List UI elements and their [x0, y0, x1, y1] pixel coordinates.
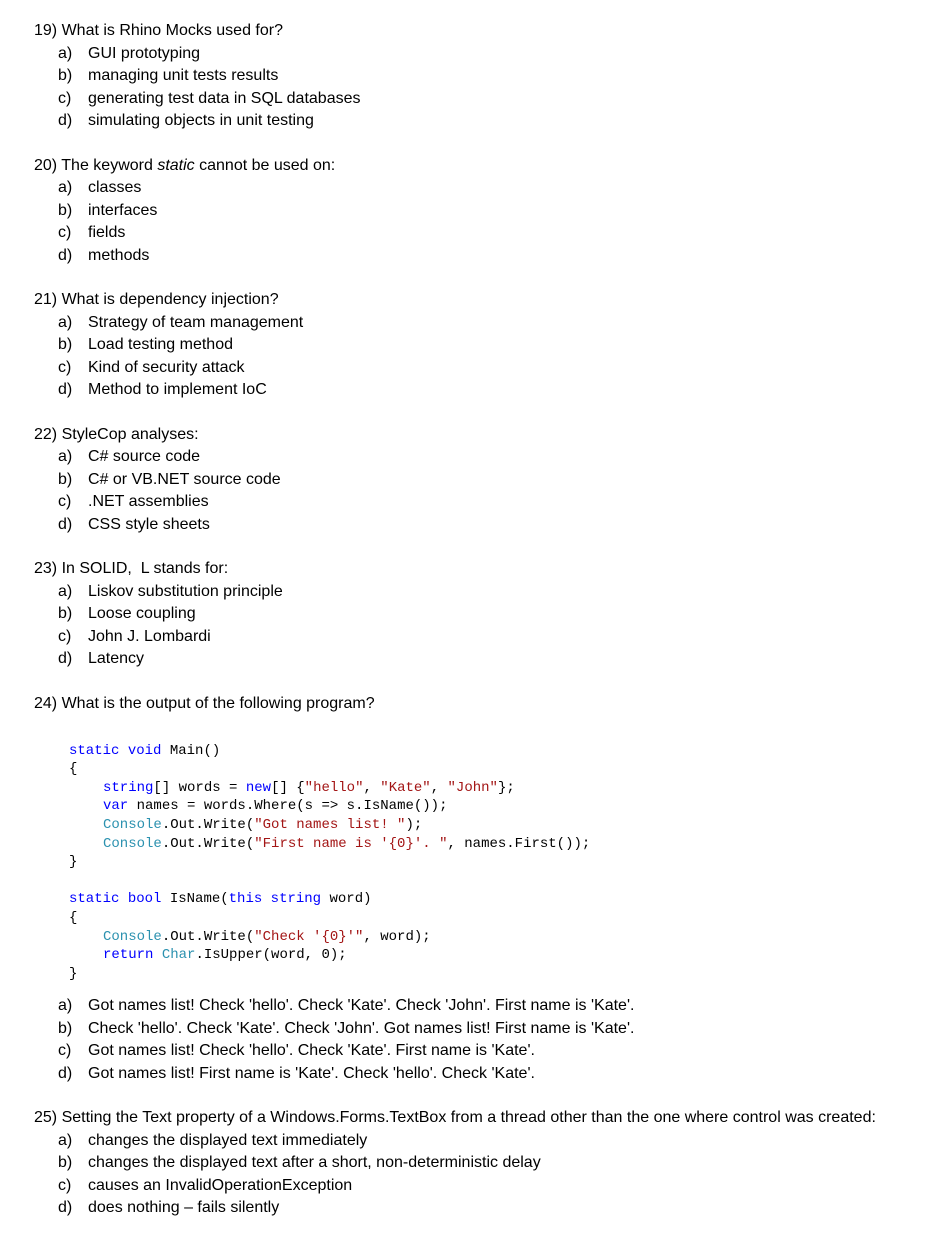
option-b: b) managing unit tests results — [58, 67, 279, 84]
keyword-static: static — [157, 156, 195, 174]
option-b: b) interfaces — [58, 201, 158, 219]
question-21 — [34, 289, 914, 402]
option-d: d) simulating objects in unit testing — [58, 112, 314, 129]
question-title: 25) Setting the Text property of a Windows.Forms.TextBox from a thread other than the one where control was created: — [34, 1109, 876, 1127]
option-c: c) Got names list! Check 'hello'. Check 'Kate'. First name is 'Kate'. — [58, 1042, 535, 1060]
option-c: c) John J. Lombardi — [58, 627, 211, 645]
option-a: a) classes — [58, 179, 142, 196]
question-title: 20) The keyword static cannot be used on: — [34, 156, 336, 174]
question-22 — [34, 424, 914, 537]
option-list — [34, 581, 914, 671]
option-d: d) Got names list! First name is 'Kate'. Check 'hello'. Check 'Kate'. — [58, 1064, 535, 1082]
code-line: } — [69, 854, 78, 871]
option-list — [34, 446, 914, 536]
question-title: 24) What is the output of the following program? — [34, 694, 375, 712]
option-d: d) does nothing – fails silently — [58, 1199, 280, 1217]
option-c: c) causes an InvalidOperationException — [58, 1176, 353, 1194]
code-line: return Char.IsUpper(word, 0); — [103, 947, 347, 964]
option-c: c) .NET assemblies — [58, 493, 209, 510]
code-line: { — [69, 761, 78, 778]
quiz-page — [34, 20, 914, 1220]
question-title: 22) StyleCop analyses: — [34, 425, 199, 443]
option-d: d) methods — [58, 246, 150, 264]
code-line: Console.Out.Write("Got names list! "); — [103, 816, 423, 833]
option-a: a) Liskov substitution principle — [58, 582, 283, 600]
code-line: Console.Out.Write("First name is '{0}'. ", names.First()); — [103, 835, 591, 852]
option-list — [34, 1130, 914, 1220]
code-line: static bool IsName(this string word) — [69, 891, 372, 908]
option-b: b) Loose coupling — [58, 605, 196, 622]
option-a: a) C# source code — [58, 448, 201, 465]
option-c: c) fields — [58, 224, 126, 241]
code-line: } — [69, 965, 78, 982]
question-25 — [34, 1107, 914, 1220]
option-list — [34, 995, 914, 1085]
question-title: 19) What is Rhino Mocks used for? — [34, 22, 283, 39]
code-line: var names = words.Where(s => s.IsName()); — [103, 798, 448, 815]
option-b: b) changes the displayed text after a short, non-deterministic delay — [58, 1154, 541, 1172]
code-block — [69, 723, 914, 983]
option-b: b) C# or VB.NET source code — [58, 470, 281, 488]
question-19 — [34, 20, 914, 133]
option-a: a) Strategy of team management — [58, 313, 304, 331]
option-c: c) Kind of security attack — [58, 358, 245, 376]
option-d: d) Method to implement IoC — [58, 381, 267, 398]
option-list — [34, 312, 914, 402]
option-a: a) changes the displayed text immediately — [58, 1131, 368, 1149]
code-line: static void Main() — [69, 742, 221, 759]
option-a: a) GUI prototyping — [58, 44, 201, 62]
question-24 — [34, 693, 914, 1086]
code-line: string[] words = new[] {"hello", "Kate", "John"}; — [103, 779, 515, 796]
option-b: b) Load testing method — [58, 336, 233, 353]
question-title: 23) In SOLID, L stands for: — [34, 560, 229, 577]
option-c: c) generating test data in SQL databases — [58, 89, 361, 107]
option-b: b) Check 'hello'. Check 'Kate'. Check 'John'. Got names list! First name is 'Kate'. — [58, 1019, 635, 1037]
option-a: a) Got names list! Check 'hello'. Check 'Kate'. Check 'John'. First name is 'Kate'. — [58, 997, 635, 1015]
question-20 — [34, 155, 914, 268]
code-line: Console.Out.Write("Check '{0}'", word); — [103, 928, 431, 945]
option-list — [34, 177, 914, 267]
option-list — [34, 43, 914, 133]
option-d: d) Latency — [58, 650, 145, 667]
question-23 — [34, 558, 914, 671]
option-d: d) CSS style sheets — [58, 515, 210, 533]
question-title: 21) What is dependency injection? — [34, 291, 279, 308]
code-line: { — [69, 909, 78, 926]
